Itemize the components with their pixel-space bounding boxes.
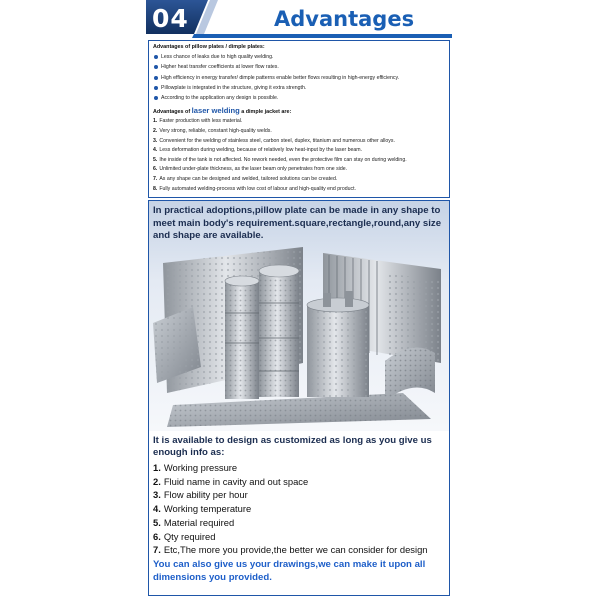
customization-panel xyxy=(148,200,450,596)
list-item: 5. Material required xyxy=(153,516,235,528)
list-item: 3. Flow ability per hour xyxy=(153,489,248,501)
bullet-icon xyxy=(154,86,158,90)
laser-list xyxy=(153,117,445,194)
list-item: 2. Fluid name in cavity and out space xyxy=(153,475,309,487)
list-item: According to the application any design is possible. xyxy=(153,93,445,103)
laser-highlight: laser welding xyxy=(191,106,240,116)
info-request: It is available to design as customized as long as you give us enough info as: xyxy=(153,435,432,458)
list-item: 1. Working pressure xyxy=(153,462,238,473)
bullet-icon xyxy=(154,65,158,69)
list-item: 6. Unlimited under-plate thickness, as the laser beam only penetrates from one side. xyxy=(153,166,348,173)
list-item: 7. As any shape can be designed and welded, tailored solutions can be created. xyxy=(153,176,338,183)
section-number: 04 xyxy=(152,4,189,33)
list-item: 1. Faster production with less material. xyxy=(153,118,243,125)
advantages-text-panel xyxy=(148,40,450,198)
bullet-icon xyxy=(154,96,158,100)
list-item: 4. Working temperature xyxy=(153,503,252,515)
laser-heading: Advantages of laser welding a dimple jacket are: xyxy=(153,106,292,116)
list-item: 6. Qty required xyxy=(153,530,216,542)
list-item: Higher heat transfer coefficients at lower flow rates. xyxy=(153,62,445,72)
list-item: 5. Ihe inside of the tank is not affected. No rework needed, even the protective film can stay on during welding. xyxy=(153,156,407,163)
bullet-icon xyxy=(154,76,158,80)
header-banner xyxy=(146,0,452,40)
list-item: 7. Etc,The more you provide,the better we can consider for design xyxy=(153,544,428,556)
list-item: Less chance of leaks due to high quality welding. xyxy=(153,52,445,62)
shape-intro: In practical adoptions,pillow plate can be made in any shape to meet main body's requirement.square,rectangle,round,any size and shape are available. xyxy=(153,205,442,242)
pillow-heading: Advantages of pillow plates / dimple plates: xyxy=(153,44,265,50)
bullet-icon xyxy=(154,55,158,59)
pillow-list xyxy=(153,52,445,103)
list-item: 3. Convenient for the welding of stainless steel, carbon steel, duplex, titanium and numerous other alloys. xyxy=(153,137,395,144)
list-item: 8. Fully automated welding-process with low cost of labour and high-quality end product. xyxy=(153,185,356,192)
list-item: 2. Very strong, reliable, constant high-quality welds. xyxy=(153,128,272,135)
list-item: Pillowplate is integrated in the structure, giving it extra strength. xyxy=(153,83,445,93)
requirements-list xyxy=(153,461,428,557)
drawings-call-to-action: You can also give us your drawings,we can make it upon all dimensions you provided. xyxy=(153,559,426,583)
photo-area xyxy=(149,201,449,431)
info-area xyxy=(149,431,449,595)
section-title: Advantages xyxy=(274,7,415,31)
list-item: High efficiency in energy transfer/ dimple patterns enable better flows resulting in high-energy efficiency. xyxy=(153,73,445,83)
list-item: 4. Less deformation during welding, because of relatively low heat-input by the laser beam. xyxy=(153,147,363,154)
advantages-sheet xyxy=(146,0,452,600)
pillow-plate-products-illustration xyxy=(153,243,445,429)
